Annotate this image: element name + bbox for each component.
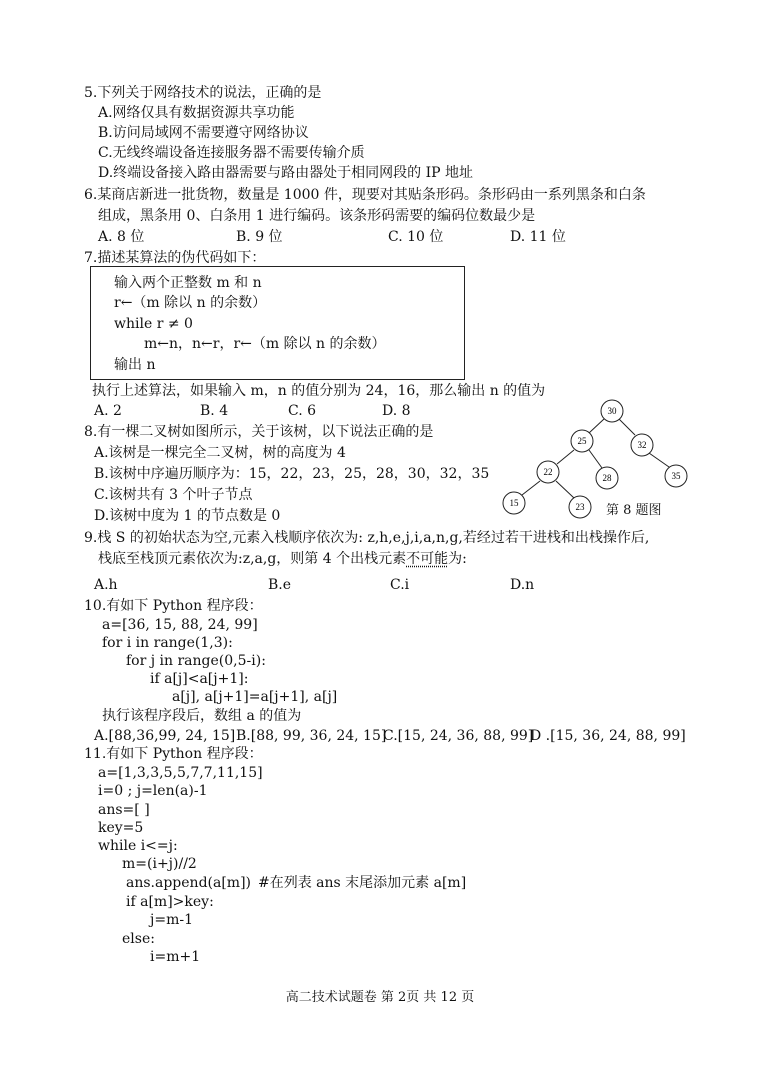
q5-option-a: A.网络仅具有数据资源共享功能 (98, 105, 295, 121)
q11-code-line-7: ans.append(a[m]) (126, 875, 252, 891)
pseudocode-line-5: 输出 n (114, 357, 156, 373)
q10-option-b: B.[88, 99, 36, 24, 15] (236, 728, 387, 744)
tree-node-32 (631, 434, 653, 456)
q8-option-d: D.该树中度为 1 的节点数是 0 (94, 508, 281, 524)
q10-option-c: C.[15, 24, 36, 88, 99] (383, 728, 534, 744)
q11-code-line-3: ans=[ ] (98, 802, 150, 818)
q9-option-b: B.e (268, 577, 292, 593)
q8-stem: 8.有一棵二叉树如图所示，关于该树，以下说法正确的是 (84, 424, 434, 440)
binary-tree-figure (490, 398, 700, 522)
q10-code-line-3: for j in range(0,5-i): (126, 653, 266, 669)
svg-text:35: 35 (671, 471, 681, 481)
q5-option-c: C.无线终端设备连接服务器不需要传输介质 (98, 145, 365, 161)
q5-option-d: D.终端设备接入路由器需要与路由器处于相同网段的 IP 地址 (98, 165, 474, 181)
q9-option-d: D.n (510, 577, 535, 593)
svg-text:15: 15 (509, 498, 519, 508)
svg-text:22: 22 (543, 467, 553, 477)
tree-node-28 (596, 467, 618, 489)
q11-code-line-4: key=5 (98, 820, 144, 836)
q5-stem: 5.下列关于网络技术的说法，正确的是 (84, 85, 322, 101)
tree-node-30 (601, 400, 623, 422)
svg-text:25: 25 (577, 436, 587, 446)
tree-node-35 (665, 465, 687, 487)
q7-stem: 7.描述某算法的伪代码如下： (84, 250, 266, 266)
q6-option-a: A. 8 位 (98, 229, 145, 245)
svg-text:30: 30 (607, 406, 617, 416)
q10-stem: 10.有如下 Python 程序段： (84, 598, 263, 614)
tree-node-15 (503, 492, 525, 514)
q8-option-c: C.该树共有 3 个叶子节点 (94, 487, 253, 503)
q7-question: 执行上述算法，如果输入 m，n 的值分别为 24，16，那么输出 n 的值为 (92, 383, 546, 399)
q7-option-c: C. 6 (288, 403, 317, 419)
q11-code-line-6: m=(i+j)//2 (122, 856, 197, 872)
q11-code-line-2: i=0 ; j=len(a)-1 (98, 783, 208, 799)
q11-code-line-9: j=m-1 (150, 912, 193, 928)
q6-stem-line2: 组成，黑条用 0、白条用 1 进行编码。该条形码需要的编码位数最少是 (98, 208, 536, 224)
q7-option-a: A. 2 (94, 403, 122, 419)
q10-code-line-1: a=[36, 15, 88, 24, 99] (102, 617, 258, 633)
pseudocode-line-2: r←（m 除以 n 的余数） (114, 295, 267, 311)
q10-code-line-5: a[j], a[j+1]=a[j+1], a[j] (172, 689, 338, 705)
q6-option-d: D. 11 位 (510, 229, 566, 245)
q8-option-b: B.该树中序遍历顺序为：15，22，23，25，28，30，32，35 (94, 466, 490, 482)
svg-text:32: 32 (637, 440, 647, 450)
q11-code-line-5: while i<=j: (98, 838, 178, 854)
q10-code-line-4: if a[j]<a[j+1]: (150, 671, 249, 687)
figure-caption: 第 8 题图 (606, 503, 662, 518)
svg-text:23: 23 (575, 502, 585, 512)
svg-text:28: 28 (602, 473, 612, 483)
q9-emphasis: 不可能 (406, 551, 449, 567)
q11-code-line-10: else: (122, 931, 155, 947)
q6-option-c: C. 10 位 (388, 229, 444, 245)
pseudocode-line-1: 输入两个正整数 m 和 n (114, 275, 262, 291)
q9-option-a: A.h (94, 577, 118, 593)
q11-code-line-1: a=[1,3,3,5,5,7,7,11,15] (98, 765, 263, 781)
q11-code-line-11: i=m+1 (150, 949, 201, 965)
q8-option-a: A.该树是一棵完全二叉树，树的高度为 4 (94, 445, 346, 461)
pseudocode-line-3: while r ≠ 0 (114, 316, 193, 332)
tree-node-25 (571, 430, 593, 452)
tree-node-22 (537, 461, 559, 483)
tree-node-23 (569, 496, 591, 518)
pseudocode-line-4: m←n，n←r，r←（m 除以 n 的余数） (144, 336, 386, 352)
q11-stem: 11.有如下 Python 程序段： (84, 746, 263, 762)
q7-option-d: D. 8 (382, 403, 411, 419)
q10-question: 执行该程序段后，数组 a 的值为 (102, 708, 302, 724)
q10-option-a: A.[88,36,99, 24, 15] (94, 728, 236, 744)
q5-option-b: B.访问局域网不需要遵守网络协议 (98, 125, 309, 141)
q6-stem-line1: 6.某商店新进一批货物，数量是 1000 件，现要对其贴条形码。条形码由一系列黑条和白条 (84, 187, 646, 203)
q10-code-line-2: for i in range(1,3): (102, 635, 233, 651)
q11-code-line-8: if a[m]>key: (126, 894, 214, 910)
q9-stem-line1: 9.栈 S 的初始状态为空,元素入栈顺序依次为: z,h,e,j,i,a,n,g,若经过若干进栈和出栈操作后, (84, 530, 650, 546)
q11-code-comment: #在列表 ans 末尾添加元素 a[m] (258, 875, 467, 891)
q9-option-c: C.i (390, 577, 410, 593)
q7-option-b: B. 4 (200, 403, 229, 419)
q6-option-b: B. 9 位 (236, 229, 283, 245)
page-footer: 高二技术试题卷 第 2页 共 12 页 (285, 990, 475, 1005)
q9-stem-line2: 栈底至栈顶元素依次为:z,a,g，则第 4 个出栈元素不可能为: (98, 551, 467, 567)
q10-option-d: D .[15, 36, 24, 88, 99] (530, 728, 686, 744)
